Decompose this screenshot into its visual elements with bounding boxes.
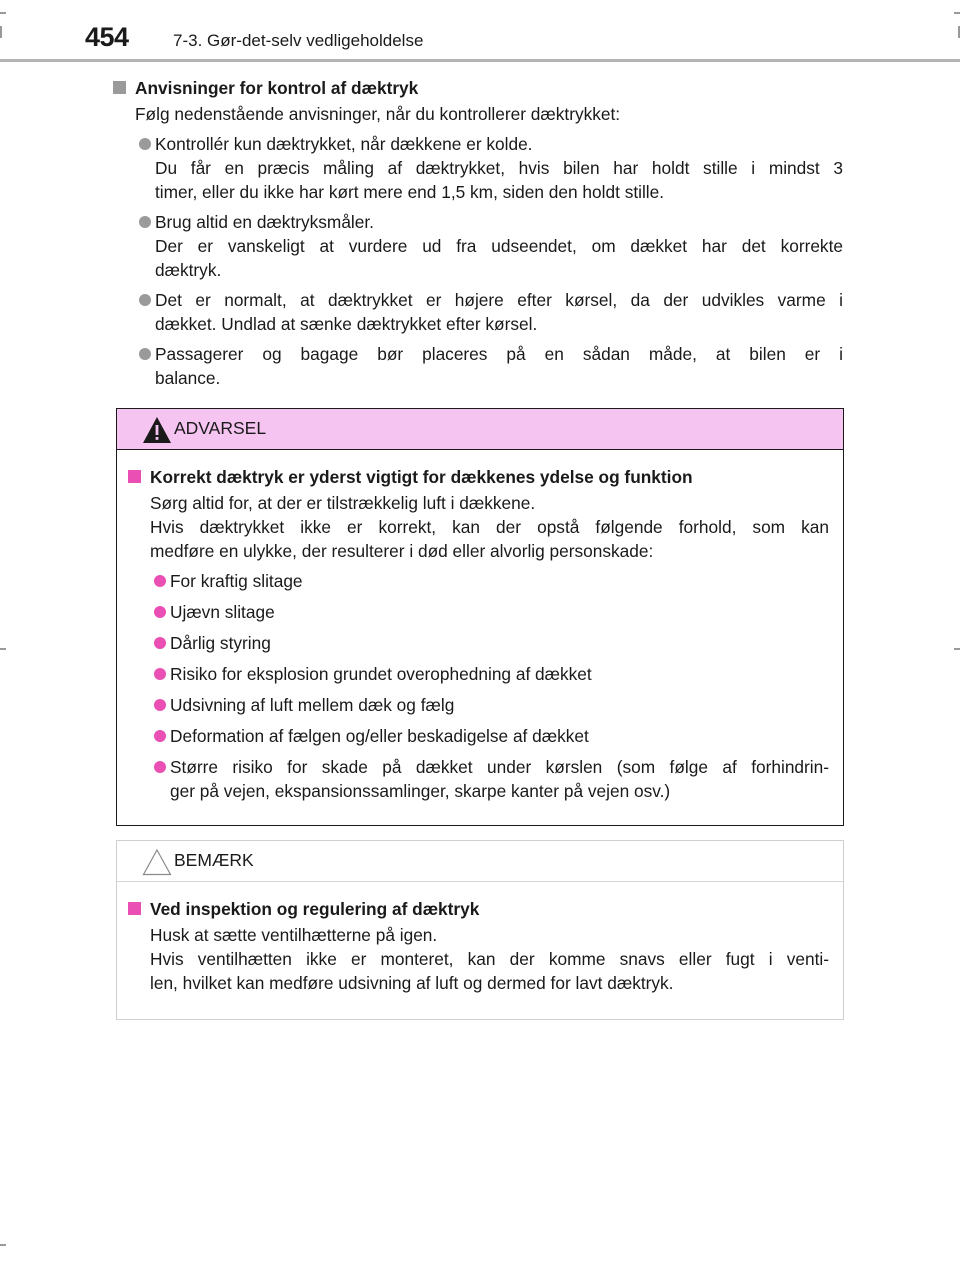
circle-bullet-icon [154,761,166,773]
list-item: Ujævn slitage [126,600,829,624]
list-item: For kraftig slitage [126,569,829,593]
square-bullet-icon [128,902,141,915]
circle-bullet-icon [154,606,166,618]
list-item: Udsivning af luft mellem dæk og fælg [126,693,829,717]
pressure-check-section [111,76,843,390]
square-bullet-icon [128,470,141,483]
list-item: Passagerer og bagage bør placeres på en sådan måde, at bilen er i balance. [111,342,843,390]
list-item: Større risiko for skade på dækket under kørslen (som følge af forhindrin- ger på vejen, ekspansionssamlinger, skarpe kanter på vejen osv.) [126,755,829,803]
circle-bullet-icon [139,216,151,228]
circle-bullet-icon [139,138,151,150]
crop-mark [954,648,960,650]
note-body [126,897,829,995]
note-label: BEMÆRK [174,850,254,870]
circle-bullet-icon [154,699,166,711]
warning-heading: Korrekt dæktryk er yderst vigtigt for dækkenes ydelse og funktion [126,465,829,489]
note-heading: Ved inspektion og regulering af dæktryk [126,897,829,921]
section-intro: Følg nedenstående anvisninger, når du kontrollerer dæktrykket: [135,104,621,124]
section-heading: Anvisninger for kontrol af dæktryk [111,76,843,100]
warning-label: ADVARSEL [174,418,267,438]
page-number: 454 [85,22,129,52]
warning-header [117,409,843,450]
square-bullet-icon [113,81,126,94]
warning-triangle-icon [142,416,172,444]
circle-bullet-icon [154,730,166,742]
circle-bullet-icon [154,637,166,649]
circle-bullet-icon [139,294,151,306]
note-header [117,841,843,882]
list-item: Kontrollér kun dæktrykket, når dækkene er kolde. Du får en præcis måling af dæktrykket, hvis bilen har holdt stille i mindst 3 timer, eller du ikke har kørt mere end 1,5 km, siden den holdt stille. [111,132,843,204]
circle-bullet-icon [154,575,166,587]
warning-intro: Sørg altid for, at der er tilstrækkelig luft i dækkene. Hvis dæktrykket ikke er korrekt, kan der opstå følgende forhold, som kan medføre en ulykke, der resulterer i død eller alvorlig personskade: [150,493,829,561]
header-rule [0,59,960,62]
crop-mark [0,1244,6,1246]
crop-mark [0,648,6,650]
note-box [116,840,844,1020]
caution-outline-triangle-icon [142,848,172,876]
circle-bullet-icon [154,668,166,680]
note-text: Husk at sætte ventilhætterne på igen. Hvis ventilhætten ikke er monteret, kan der komme snavs eller fugt i venti- len, hvilket kan medføre udsivning af luft og dermed for lavt dæktryk. [150,925,829,993]
circle-bullet-icon [139,348,151,360]
warning-box [116,408,844,826]
list-item: Brug altid en dæktryksmåler. Der er vanskeligt at vurdere ud fra udseendet, om dækket har det korrekte dæktryk. [111,210,843,282]
list-item: Deformation af fælgen og/eller beskadigelse af dækket [126,724,829,748]
page-header [0,0,960,62]
chapter-title: 7-3. Gør-det-selv vedligeholdelse [173,31,424,50]
list-item: Dårlig styring [126,631,829,655]
warning-body [126,465,829,803]
list-item: Det er normalt, at dæktrykket er højere efter kørsel, da der udvikles varme i dækket. Undlad at sænke dæktrykket efter kørsel. [111,288,843,336]
list-item: Risiko for eksplosion grundet overophedning af dækket [126,662,829,686]
